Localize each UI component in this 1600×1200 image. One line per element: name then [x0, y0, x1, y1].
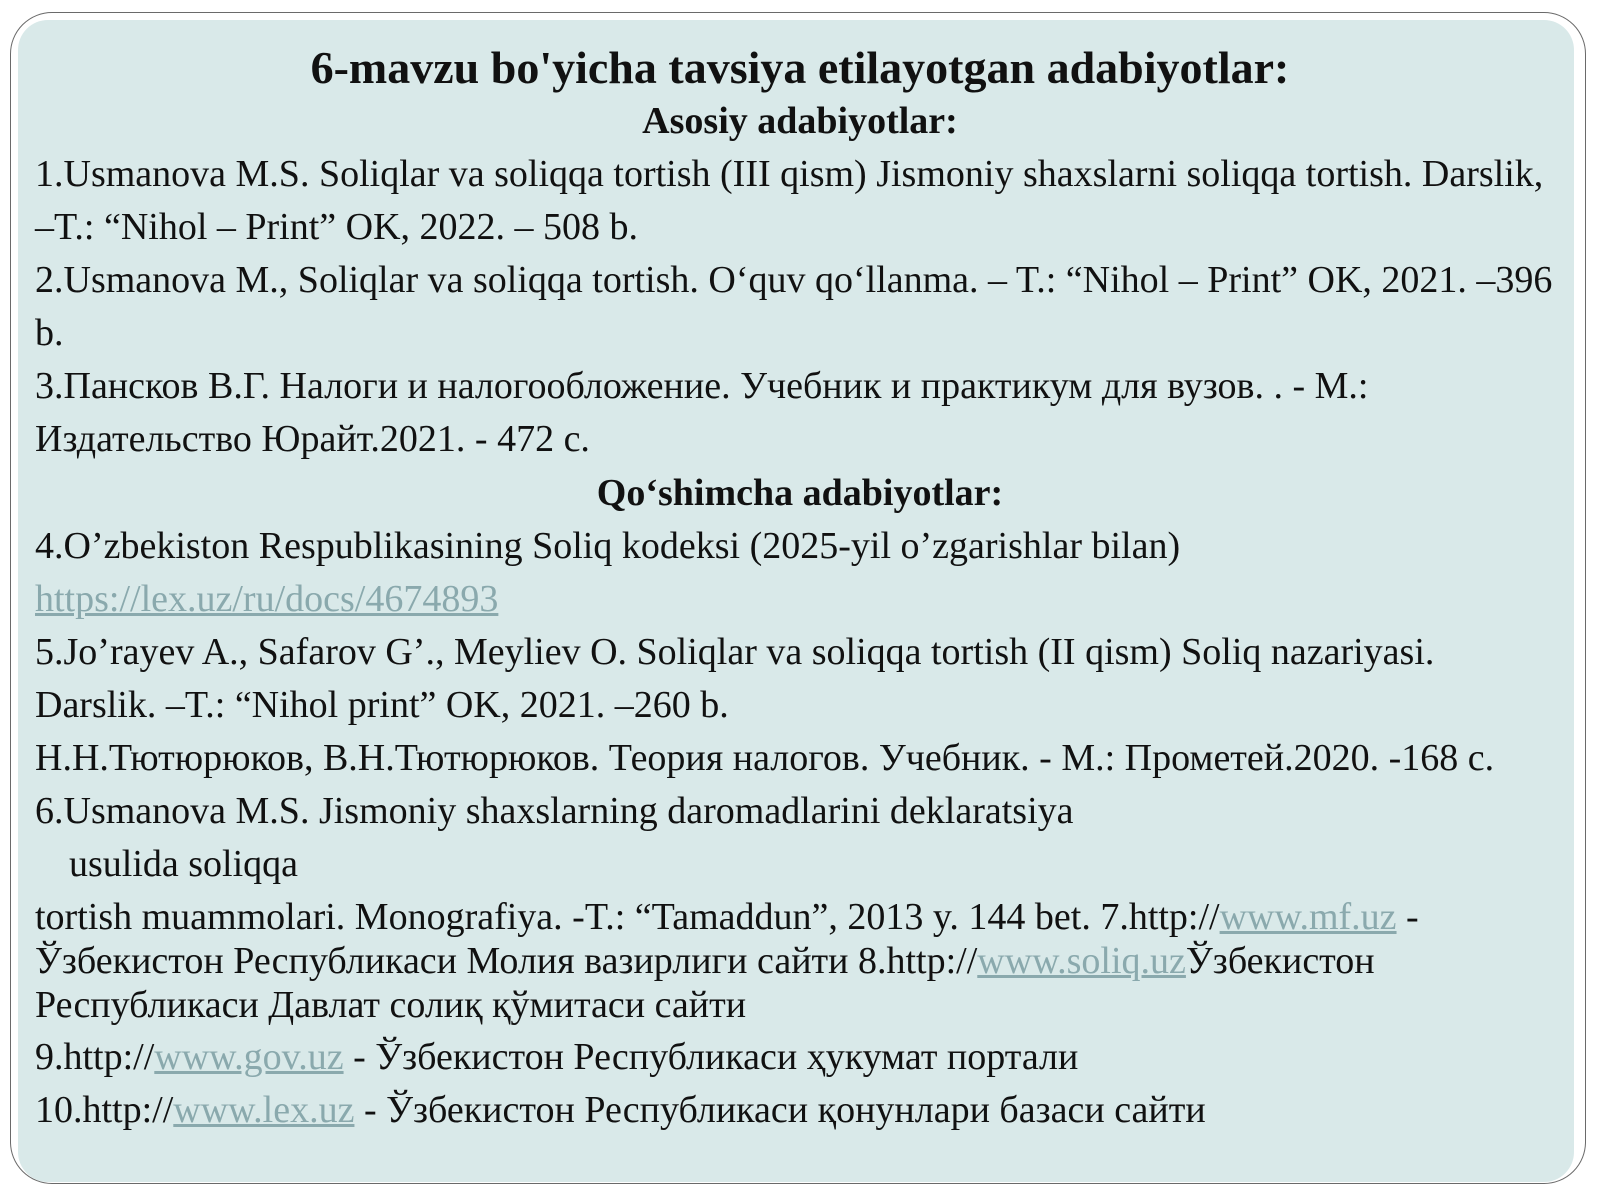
reference-tyutyuryukov: Н.Н.Тютюрюков, В.Н.Тютюрюков. Теория налогов. Учебник. - М.: Прометей.2020. -168 с.: [35, 737, 1495, 779]
reference-9-prefix: 9.http://: [35, 1036, 155, 1078]
reference-4: [35, 520, 1565, 626]
slide-panel: [18, 20, 1574, 1182]
lex-docs-link[interactable]: https://lex.uz/ru/docs/4674893: [35, 578, 499, 620]
reference-8-text: Ўзбекистон Республикаси Давлат солиқ қўмитаси сайти: [35, 940, 1375, 1026]
reference-6-line3: tortish muammolari. Monografiya. -T.: “Tamaddun”, 2013 y. 144 bet. 7.http://: [35, 896, 1220, 938]
reference-6-line1: 6.Usmanova M.S. Jismoniy shaxslarning daromadlarini deklaratsiya: [35, 790, 1074, 832]
main-literature-heading: Asosiy adabiyotlar:: [642, 100, 958, 142]
gov-link[interactable]: www.gov.uz: [154, 1036, 344, 1078]
slide-content: [35, 42, 1565, 1137]
reference-4-text: 4.O’zbekiston Respublikasining Soliq kodeksi (2025-yil o’zgarishlar bilan): [35, 525, 1181, 567]
soliq-link[interactable]: www.soliq.uz: [977, 940, 1186, 982]
reference-5: 5.Jo’rayev A., Safarov G’., Meyliev O. Soliqlar va soliqqa tortish (II qism) Soliq nazariyasi. Darslik. –T.: “Nihol print” OK, 2021. –260 b.: [35, 631, 1435, 726]
lex-link[interactable]: www.lex.uz: [173, 1089, 355, 1131]
reference-6: [35, 785, 1565, 891]
reference-10: [35, 1084, 1565, 1137]
reference-6-line2: usulida soliqqa: [69, 843, 299, 885]
reference-9-text: - Ўзбекистон Республикаси ҳукумат портали: [343, 1036, 1079, 1078]
reference-6-7-8: [35, 895, 1565, 1027]
page-title: 6-mavzu bo'yicha tavsiya etilayotgan adabiyotlar:: [310, 42, 1290, 93]
reference-1: 1.Usmanova M.S. Soliqlar va soliqqa tortish (III qism) Jismoniy shaxslarni soliqqa tortish. Darslik, –T.: “Nihol – Print” OK, 2022. – 508 b.: [35, 153, 1544, 248]
reference-2: 2.Usmanova M., Soliqlar va soliqqa tortish. O‘quv qo‘llanma. – T.: “Nihol – Print” OK, 2021. –396 b.: [35, 259, 1553, 354]
reference-3: 3.Пансков В.Г. Налоги и налогообложение. Учебник и практикум для вузов. . - М.: Издательство Юрайт.2021. - 472 с.: [35, 365, 1369, 460]
mf-link[interactable]: www.mf.uz: [1219, 896, 1397, 938]
reference-7-text: - Ўзбекистон Республикаси Молия вазирлиги сайти 8.http://: [35, 896, 1419, 982]
extra-literature-heading: Qo‘shimcha adabiyotlar:: [596, 472, 1004, 514]
reference-9: [35, 1031, 1565, 1084]
reference-10-prefix: 10.http://: [35, 1089, 174, 1131]
reference-10-text: - Ўзбекистон Республикаси қонунлари базаси сайти: [354, 1089, 1206, 1131]
